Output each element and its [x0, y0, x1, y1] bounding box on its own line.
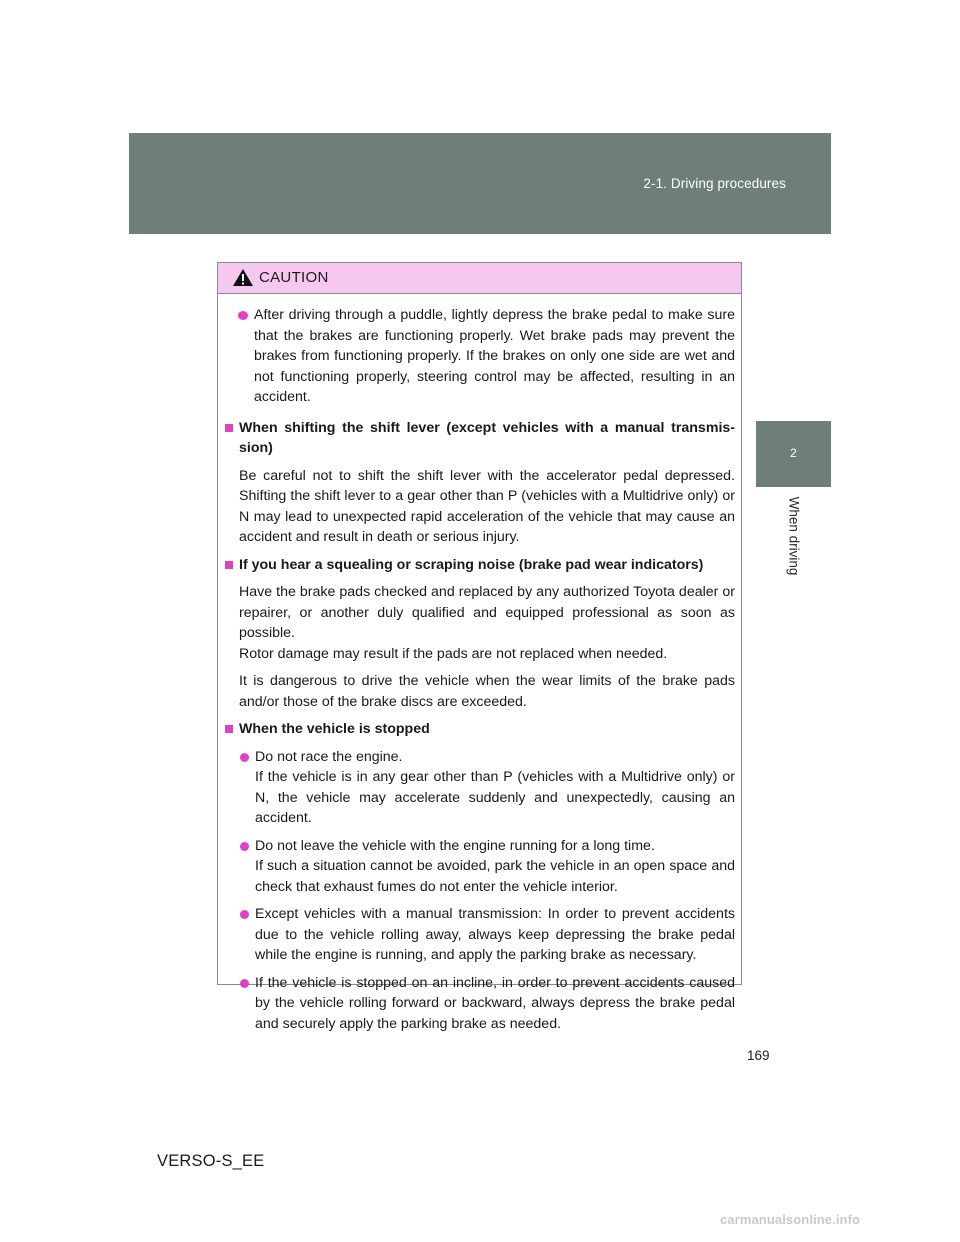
paragraph: It is dangerous to drive the vehicle when the wear limits of the brake pads and/or those of the brake discs are exceeded.	[239, 673, 735, 710]
list-item	[240, 973, 735, 1035]
bullet-text: If the vehicle is stopped on an incline, in order to prevent accidents caused by the vehicle rolling forward or backward, always depress the brake pedal and securely apply the parking brake as needed.	[255, 974, 735, 1032]
section-heading	[224, 719, 735, 740]
square-marker-icon	[225, 424, 233, 432]
heading-text: When the vehicle is stopped	[239, 721, 430, 737]
list-item	[240, 836, 735, 898]
header-band	[129, 133, 831, 234]
bullet-icon	[240, 753, 249, 762]
bullet-icon	[240, 979, 249, 988]
paragraph-line: Rotor damage may result if the pads are not replaced when needed.	[239, 645, 668, 662]
warning-triangle-icon	[232, 268, 254, 292]
caution-header	[218, 263, 741, 294]
bullet-icon	[240, 842, 249, 851]
bullet-text: After driving through a puddle, lightly depress the brake pedal to make sure that the brakes are functioning properly. Wet brake pads may prevent the brakes from functioning properly. If the brakes on only one side are wet and not functioning properly, steering control may be affected, resulting in an accident.	[254, 307, 735, 405]
paragraph-line: Have the brake pads checked and replaced by any authorized Toyota dealer or repairer, or another duly qualified and equipped professional as soon as possible.	[239, 584, 735, 641]
list-item	[240, 904, 735, 966]
section-title: 2-1. Driving procedures	[643, 176, 786, 191]
heading-text: When shifting the shift lever (except vehicles with a manual transmis-sion)	[239, 419, 735, 456]
bullet-text: If the vehicle is in any gear other than P (vehicles with a Multidrive only) or N, the vehicle may accelerate suddenly and unexpectedly, causing an accident.	[255, 769, 735, 826]
square-marker-icon	[225, 561, 233, 569]
paragraph: Be careful not to shift the shift lever with the accelerator pedal depressed. Shifting the shift lever to a gear other than P (vehicles with a Multidrive only) or N may lead to unexpected rapid acceleration of the vehicle that may cause an accident and result in death or serious injury.	[239, 467, 735, 545]
list-item	[240, 747, 735, 829]
watermark: carmanualsonline.info	[720, 1212, 861, 1227]
heading-text: If you hear a squealing or scraping noise (brake pad wear indicators)	[239, 556, 704, 573]
bullet-icon	[240, 910, 249, 919]
paragraph	[239, 582, 735, 664]
bullet-text: Do not race the engine.	[255, 748, 403, 765]
caution-box	[217, 262, 742, 1032]
bullet-text: If such a situation cannot be avoided, park the vehicle in an open space and check that exhaust fumes do not enter the vehicle interior.	[255, 858, 735, 895]
bullet-icon	[238, 311, 248, 320]
caution-content	[218, 293, 741, 1034]
section-heading	[224, 418, 735, 459]
caution-title: CAUTION	[259, 269, 329, 286]
list-item	[238, 305, 735, 408]
chapter-tab	[756, 421, 831, 487]
page-number: 169	[747, 1048, 770, 1063]
bullet-text: Except vehicles with a manual transmission: In order to prevent accidents due to the vehicle rolling away, always keep depressing the brake pedal while the engine is running, and apply the parking brake as necessary.	[255, 906, 735, 963]
bullet-text: Do not leave the vehicle with the engine running for a long time.	[255, 837, 655, 854]
chapter-label: When driving	[786, 496, 802, 576]
section-heading	[224, 555, 735, 576]
square-marker-icon	[225, 725, 233, 733]
chapter-number: 2	[790, 446, 797, 460]
footer-code: VERSO-S_EE	[157, 1152, 265, 1170]
